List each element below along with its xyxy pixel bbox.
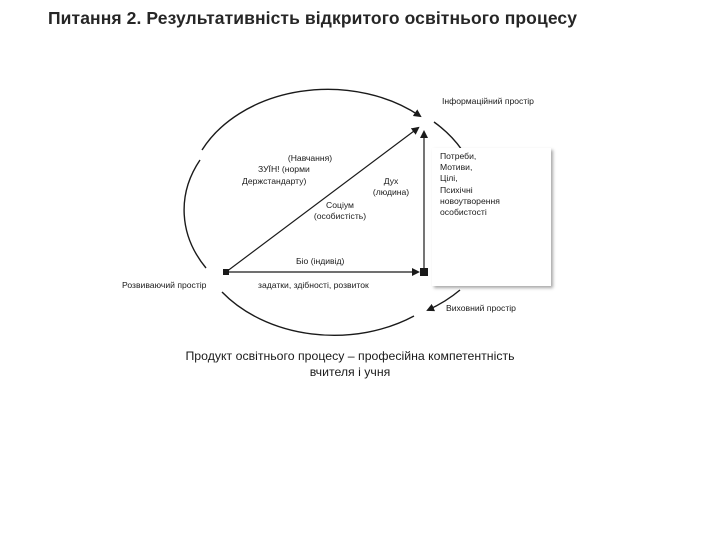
needs-line: Психічні [440,184,473,195]
corner-node [420,268,428,276]
learning-line: Держстандарту) [242,176,307,186]
learning-line: ЗУЇН! (норми [258,164,310,174]
society-line: (особистість) [313,211,367,222]
needs-line: Мотиви, [440,162,473,173]
spirit-line: Дух [383,176,399,186]
developing-space-label: Розвиваючий простір [122,280,207,290]
society-label [300,200,380,222]
spirit-line: (людина) [372,187,410,198]
product-caption [100,348,600,380]
needs-line: новоутворення [440,195,500,206]
page-title: Питання 2. Результативність відкритого освітнього процесу [48,8,578,28]
cycle-arc-right-top [434,122,462,150]
learning-line: (Навчання) [287,153,333,163]
needs-line: Потреби, [440,151,477,161]
info-space-label: Інформаційний простір [442,96,534,106]
society-line: Соціум [326,200,354,210]
spirit-label [356,176,426,198]
bio-label: Біо (індивід) [296,256,345,266]
learning-label [240,153,380,164]
needs-line: особистості [440,207,487,218]
needs-box-text [440,151,550,218]
product-line: вчителя і учня [309,365,391,379]
cycle-arc-top [202,89,420,150]
bottom-axis-label: задатки, здібності, розвиток [258,280,369,290]
product-line: Продукт освітнього процесу – професійна компетентність [185,349,515,363]
educating-space-label: Виховний простір [446,303,516,313]
needs-box [432,148,551,286]
cycle-arc-bottom [222,292,414,335]
needs-line: Цілі, [440,173,458,184]
cycle-arc-left [184,160,206,268]
origin-node [223,269,229,275]
